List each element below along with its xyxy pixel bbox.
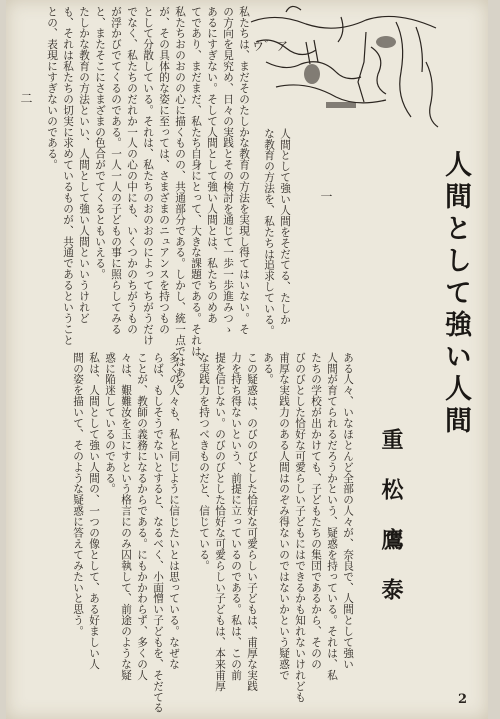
text-line: 間の姿を描いて、そのような疑惑に答えてみたいと思う。	[72, 352, 84, 637]
text-line: ある。	[262, 352, 274, 385]
article-title: 人間として強い人間	[440, 150, 471, 438]
text-line: が、その具体的な姿に至っては、さまざまのニュアンスを持つもの	[158, 6, 170, 335]
page-number: 2	[458, 692, 468, 707]
text-line: との、表現にすぎないのである。	[46, 6, 58, 171]
body-bottom-right	[196, 352, 356, 703]
text-line: たしかな教育の方法といい、人間として強い人間といいうけれど	[78, 6, 90, 324]
illustration-caption: ウ゛ア	[252, 39, 289, 53]
text-line: ある人々、いなほとんど全部の人々が、奈良で、人間として強い	[342, 352, 354, 670]
text-line: 人間が育てられるだろうかという、疑惑を持っている。それは、私	[326, 352, 338, 681]
text-line: でなく、私たちのだれか一人の心の中にも、いくつかのちがうもの	[126, 6, 138, 335]
text-line: 々は、艱難汝を玉にすという格言にのみ囚執して、前途のような疑	[120, 352, 132, 681]
text-line: この疑惑は、のびのびとした恰好な可愛らしい子どもは、甫厚な実践	[246, 352, 258, 692]
sketch-illustration	[246, 2, 446, 130]
text-line: あるにすぎない。そして人間として強い人間とは、私たちのめあ	[206, 6, 218, 324]
text-line: が浮かびでてくるのである。一人一人の子どもの事に照らしてみる	[110, 6, 122, 335]
section-mark-2: 二	[19, 92, 33, 104]
text-line: 私は、人間として強い人間の、一つの像として、ある好ましい人	[88, 352, 100, 670]
text-line: 惑に陥迷しているのである。	[104, 352, 116, 495]
body-bottom-left	[70, 352, 182, 714]
text-line: 私たちおのおのの心に描くものの、共通部分である。しかし、統一点ではある	[174, 6, 186, 390]
text-line: らば、もしそうでないとすると、なるべく、小面憎い子どもを、そだてる	[152, 352, 164, 714]
text-line: も、それは私たちの切実に求めているものが、共通であるということ	[62, 6, 74, 346]
body-top-right-a	[261, 128, 293, 337]
text-line: 多くの人々も、私と同じように信じたいとは思っている。なぜな	[168, 352, 180, 670]
text-line: 力を持ち得ないという、前提に立っているのである。私は、この前	[230, 352, 242, 681]
body-top-main	[44, 6, 252, 390]
text-line: たちの学校が出かけても、子どもたちの集団であるから、そのの	[310, 352, 322, 670]
magazine-page	[6, 0, 488, 719]
text-line: 人間として強い人間をそだてる、たしか	[279, 128, 291, 326]
section-mark-1: 一	[319, 190, 333, 202]
text-line: として分散している。それは、私たちのおのおのによってちがうだけ	[142, 6, 154, 346]
text-line: の方向を見究め、日々の実践とその検討を通じて一歩一歩進みつゝ	[222, 6, 234, 335]
text-line: な実践力を持つべきものだと、信じている。	[198, 352, 210, 571]
text-line: と、またそこにさまざまの色合がでてくるともいえる。	[94, 6, 106, 280]
text-line: びのびとした恰好な可愛らしい子どもにはできるかも知れないけれども	[294, 352, 306, 703]
text-line: 甫厚な実践力のある人間はのぞみ得ないのではないかという疑惑で	[278, 352, 290, 681]
text-line: ことが、教師の義務になるからである。にもかかわらず、多くの人	[136, 352, 148, 681]
text-line: な教育の方法を、私たちは追求している。	[263, 128, 275, 337]
text-line: 私たちは、まだそのたしかな教育の方法を実現し得てはいない。そ	[238, 6, 250, 335]
text-line: てであり、まだまだ、私たち自身にとって、大きな課題である。それは、	[190, 6, 202, 368]
text-line: 提を信じない。のびのびとした恰好な可愛らしい子どもは、本来甫厚	[214, 352, 226, 692]
article-author: 重松鷹泰	[378, 428, 404, 628]
